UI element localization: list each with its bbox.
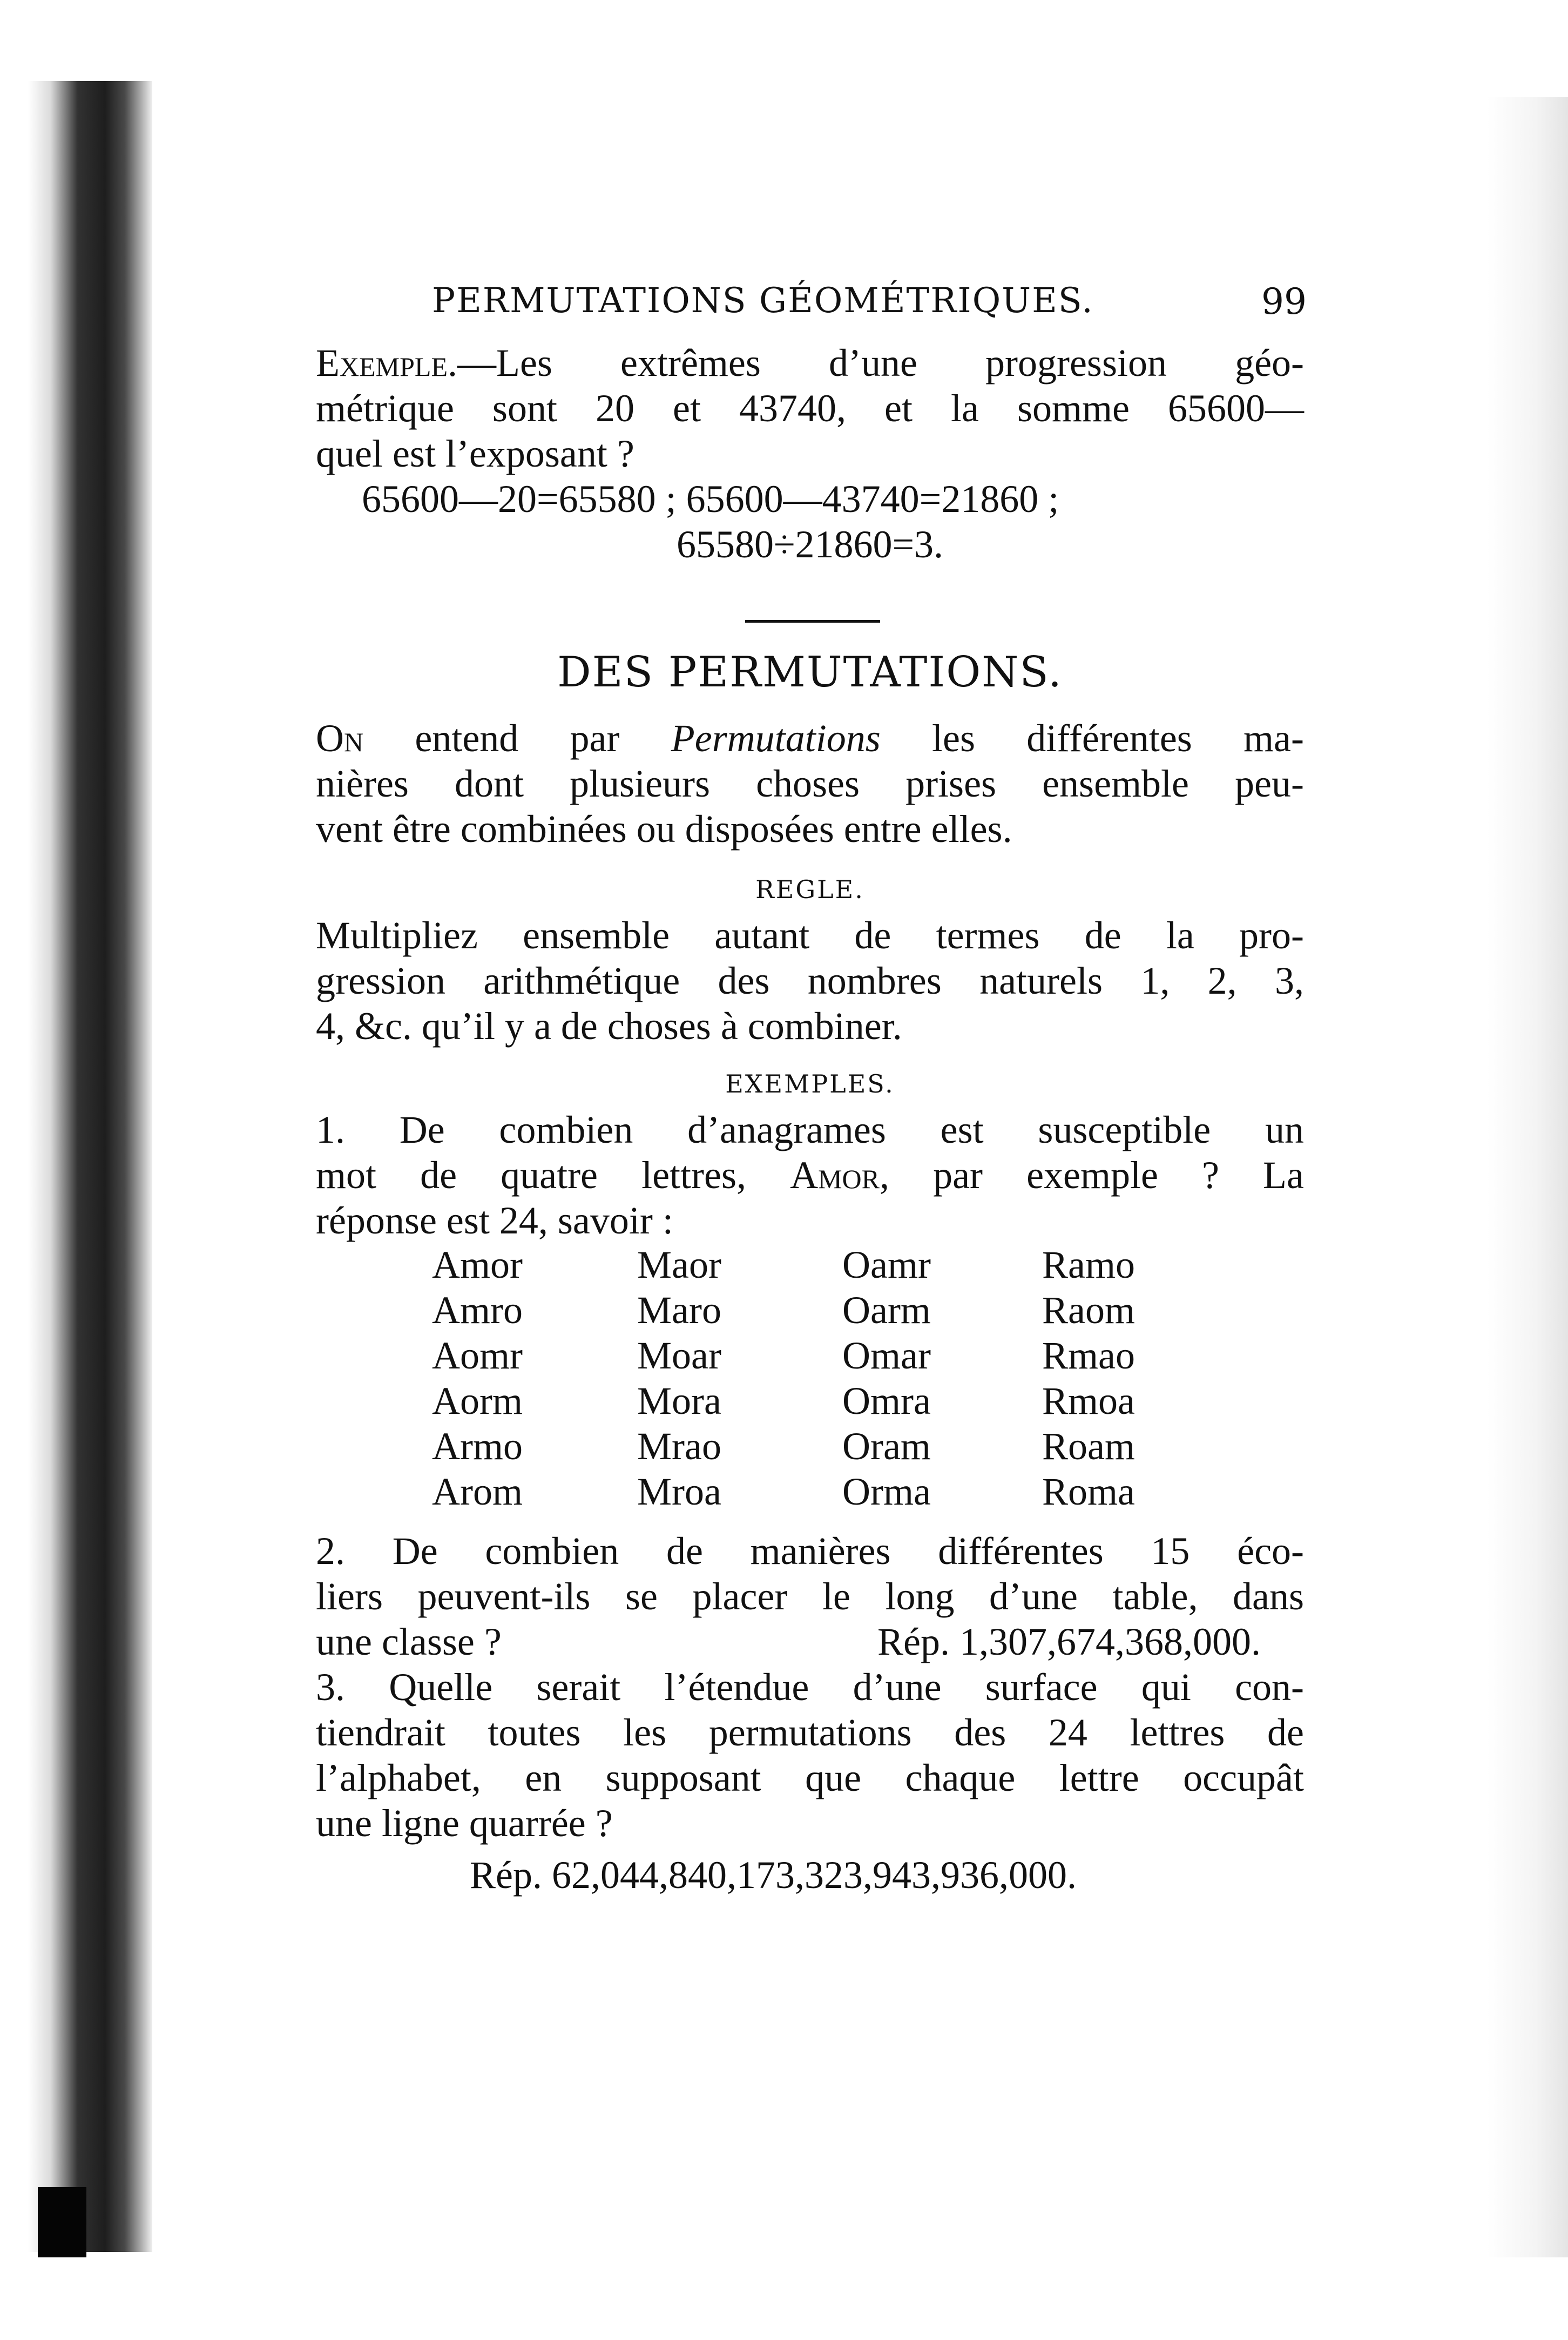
anagram: Amor	[432, 1243, 523, 1286]
anagram: Oarm	[842, 1289, 931, 1332]
example1-line1-text: —Les extrêmes d’une progression géo-	[457, 341, 1304, 385]
anagram: Moar	[637, 1334, 721, 1377]
anagram: Maor	[637, 1243, 721, 1286]
ex1-line2-b: , par exemple ? La	[880, 1154, 1304, 1197]
ex2-line2: liers peuvent-ils se placer le long d’une table, dans	[316, 1575, 1304, 1618]
binding-corner-shadow	[38, 2187, 86, 2257]
section-title: DES PERMUTATIONS.	[557, 648, 1063, 697]
ex2-line3	[316, 1619, 1304, 1664]
example1-line1	[316, 340, 1304, 386]
ex2-line1: 2. De combien de manières différentes 15 éco-	[316, 1529, 1304, 1573]
page-edge	[1487, 97, 1568, 2257]
ex3-line3: l’alphabet, en supposant que chaque lettre occupât	[316, 1756, 1304, 1799]
anagram: Aomr	[432, 1334, 523, 1377]
drop-cap: On	[316, 717, 364, 760]
anagram: Omra	[842, 1379, 931, 1422]
rule-line2: gression arithmétique des nombres naturels 1, 2, 3,	[316, 959, 1304, 1002]
anagram: Maro	[637, 1289, 721, 1332]
example1-line3: quel est l’exposant ?	[316, 432, 634, 475]
anagram: Rmoa	[1042, 1379, 1135, 1422]
anagram-column-r	[1042, 1242, 1236, 1514]
anagram: Ramo	[1042, 1243, 1135, 1286]
ex3-answer: Rép. 62,044,840,173,323,943,936,000.	[470, 1853, 1077, 1897]
book-binding-shadow	[28, 81, 152, 2252]
intro-line1	[316, 716, 1304, 761]
intro-text2: les différentes ma-	[880, 717, 1304, 760]
anagram-column-a	[432, 1242, 626, 1514]
running-title: PERMUTATIONS GÉOMÉTRIQUES.	[432, 281, 1094, 321]
examples-heading: EXEMPLES.	[725, 1069, 895, 1098]
ex2-answer: Rép. 1,307,674,368,000.	[877, 1620, 1261, 1663]
intro-line2: nières dont plusieurs choses prises ensemble peu-	[316, 762, 1304, 805]
italic-term: Permutations	[671, 717, 881, 760]
anagram-column-o	[842, 1242, 1037, 1514]
anagram: Orma	[842, 1470, 931, 1513]
ex1-line1: 1. De combien d’anagrames est susceptible un	[316, 1108, 1304, 1151]
example1-calc2: 65580÷21860=3.	[676, 523, 944, 566]
anagram: Oram	[842, 1425, 931, 1468]
anagram-column-m	[637, 1242, 832, 1514]
rule-line1: Multipliez ensemble autant de termes de la pro-	[316, 914, 1304, 957]
anagram: Oamr	[842, 1243, 931, 1286]
rule-heading: REGLE.	[755, 875, 864, 904]
anagram: Arom	[432, 1470, 523, 1513]
anagram: Mora	[637, 1379, 721, 1422]
ex3-line4: une ligne quarrée ?	[316, 1802, 613, 1845]
example1-calc1: 65600—20=65580 ; 65600—43740=21860 ;	[362, 477, 1059, 521]
anagram: Roam	[1042, 1425, 1135, 1468]
ex1-word-amor: Amor	[790, 1154, 880, 1197]
anagram: Omar	[842, 1334, 931, 1377]
rule-line3: 4, &c. qu’il y a de choses à combiner.	[316, 1004, 902, 1048]
ex1-line2-a: mot de quatre lettres,	[316, 1154, 790, 1197]
anagram: Amro	[432, 1289, 523, 1332]
section-divider	[745, 620, 880, 623]
page-number: 99	[1261, 281, 1307, 322]
example-label: Exemple.	[316, 341, 457, 385]
ex1-line3: réponse est 24, savoir :	[316, 1199, 673, 1242]
ex1-line2	[316, 1152, 1304, 1198]
ex2-question: une classe ?	[316, 1620, 502, 1663]
running-header	[432, 281, 1307, 329]
anagram: Rmao	[1042, 1334, 1135, 1377]
example1-line2: métrique sont 20 et 43740, et la somme 65600—	[316, 387, 1304, 430]
ex3-line2: tiendrait toutes les permutations des 24 lettres de	[316, 1711, 1304, 1754]
anagram: Mrao	[637, 1425, 721, 1468]
intro-text1: entend par	[363, 717, 671, 760]
ex3-line1: 3. Quelle serait l’étendue d’une surface qui con-	[316, 1665, 1304, 1709]
anagram: Mroa	[637, 1470, 721, 1513]
anagram: Raom	[1042, 1289, 1135, 1332]
anagram: Armo	[432, 1425, 523, 1468]
anagram: Roma	[1042, 1470, 1135, 1513]
anagram: Aorm	[432, 1379, 523, 1422]
intro-line3: vent être combinées ou disposées entre elles.	[316, 807, 1012, 851]
